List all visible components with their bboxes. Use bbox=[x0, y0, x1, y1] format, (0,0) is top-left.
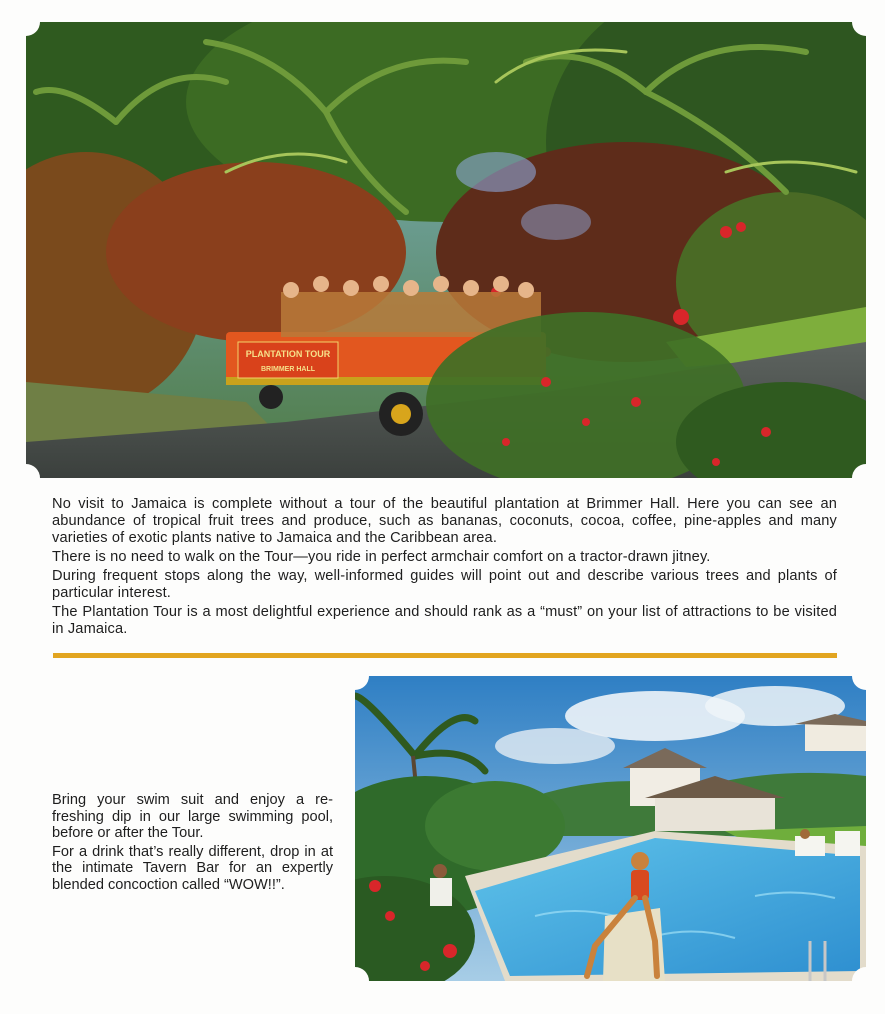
plantation-tour-illustration bbox=[26, 22, 866, 478]
jitney-sign-line2: BRIMMER HALL bbox=[260, 366, 316, 373]
pool-paragraph: For a drink that’s really different, drop in at the intimate Tavern Bar for an expertly blended concoction called “WOW!!”. bbox=[52, 843, 333, 893]
gold-divider bbox=[53, 653, 837, 658]
intro-paragraph: No visit to Jamaica is complete without a tour of the beautiful plantation at Brimmer Hall. Here you can see an abundance of tropical fruit trees and produce, such as bananas, coconuts, cocoa, coffee, pine-apples and many varieties of exotic plants native to Jamaica and the Caribbean area. bbox=[52, 496, 837, 546]
swimming-pool-photo bbox=[355, 676, 866, 981]
swimming-pool-illustration bbox=[355, 676, 866, 981]
plantation-tour-photo bbox=[26, 22, 866, 478]
intro-paragraph: There is no need to walk on the Tour—you ride in perfect armchair comfort on a tractor-drawn jitney. bbox=[52, 549, 711, 565]
intro-paragraph: The Plantation Tour is a most delightful experience and should rank as a “must” on your list of attractions to be visited in Jamaica. bbox=[52, 604, 837, 637]
intro-paragraph: During frequent stops along the way, well-informed guides will point out and describe various trees and plants of particular interest. bbox=[52, 568, 837, 601]
jitney-sign-line1: PLANTATION TOUR bbox=[245, 349, 331, 359]
pool-paragraph: Bring your swim suit and enjoy a re-freshing dip in our large swimming pool, before or after the Tour. bbox=[52, 792, 333, 841]
intro-text bbox=[52, 496, 837, 640]
pool-text bbox=[52, 792, 333, 895]
